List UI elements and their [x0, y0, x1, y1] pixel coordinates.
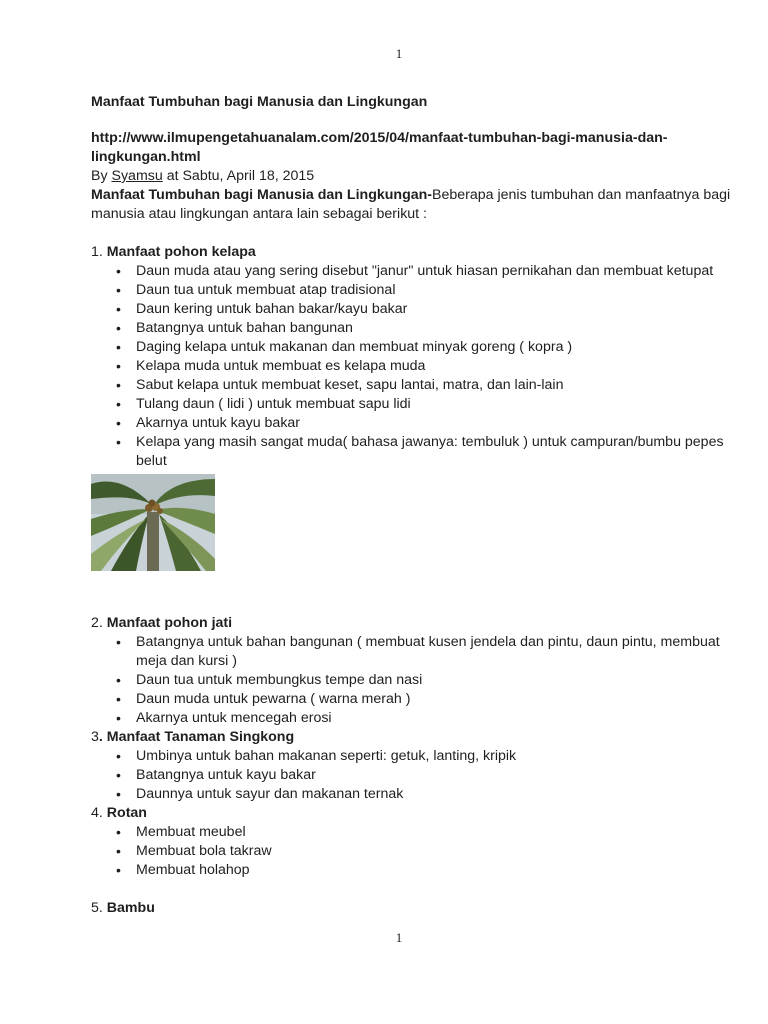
list-singkong: [91, 747, 731, 804]
page-number-footer: 1: [395, 930, 403, 945]
list-item: • Membuat bola takraw: [136, 842, 731, 861]
list-item: • Daun kering untuk bahan bakar/kayu bakar: [136, 300, 731, 319]
byline-prefix: By: [91, 168, 112, 184]
byline-date: at Sabtu, April 18, 2015: [162, 168, 315, 184]
section-number: 5.: [91, 900, 107, 916]
intro-paragraph: [91, 186, 731, 224]
author-link[interactable]: Syamsu: [111, 168, 163, 184]
section-title: Bambu: [106, 900, 155, 916]
list-item: • Daun tua untuk membungkus tempe dan nasi: [136, 671, 731, 690]
list-item: • Batangnya untuk bahan bangunan: [136, 319, 731, 338]
section-title: . Manfaat Tanaman Singkong: [98, 729, 295, 745]
coconut-tree-photo: [91, 474, 215, 571]
section-heading-rotan: [91, 804, 731, 823]
list-item: • Daun muda untuk pewarna ( warna merah ): [136, 690, 731, 709]
list-item: • Kelapa yang masih sangat muda( bahasa jawanya: tembuluk ) untuk campuran/bumbu pepes belut: [136, 433, 731, 471]
byline: [91, 167, 731, 186]
list-item: • Daunnya untuk sayur dan makanan ternak: [136, 785, 731, 804]
intro-bold: Manfaat Tumbuhan bagi Manusia dan Lingkungan-: [91, 187, 433, 203]
intro-text: Beberapa jenis tumbuhan dan manfaatnya bagi manusia atau lingkungan antara lain sebagai berikut :: [91, 187, 731, 222]
list-item: • Membuat holahop: [136, 861, 731, 880]
source-link[interactable]: http://www.ilmupengetahuanalam.com/2015/04/manfaat-tumbuhan-bagi-manusia-dan-lingkungan.html: [91, 130, 668, 165]
list-item: • Tulang daun ( lidi ) untuk membuat sapu lidi: [136, 395, 731, 414]
section-number: 3: [91, 729, 99, 745]
list-item: • Batangnya untuk bahan bangunan ( membuat kusen jendela dan pintu, daun pintu, membuat meja dan kursi ): [136, 633, 731, 671]
section-title: Manfaat pohon jati: [106, 615, 233, 631]
document-title: Manfaat Tumbuhan bagi Manusia dan Lingkungan: [91, 94, 428, 110]
source-url[interactable]: [91, 129, 731, 167]
list-item: • Akarnya untuk kayu bakar: [136, 414, 731, 433]
page-number-header: 1: [395, 46, 403, 61]
section-title: Rotan: [106, 805, 147, 821]
section-number: 1.: [91, 244, 107, 260]
list-item: • Umbinya untuk bahan makanan seperti: getuk, lanting, kripik: [136, 747, 731, 766]
list-item: • Daun tua untuk membuat atap tradisional: [136, 281, 731, 300]
document-body: [91, 93, 731, 918]
section-title: Manfaat pohon kelapa: [106, 244, 256, 260]
list-rotan: [91, 823, 731, 880]
list-item: • Batangnya untuk kayu bakar: [136, 766, 731, 785]
list-item: • Kelapa muda untuk membuat es kelapa muda: [136, 357, 731, 376]
section-number: 4.: [91, 805, 107, 821]
list-item: • Membuat meubel: [136, 823, 731, 842]
section-heading-jati: [91, 614, 731, 633]
list-item: • Daun muda atau yang sering disebut "janur" untuk hiasan pernikahan dan membuat ketupat: [136, 262, 731, 281]
section-heading-singkong: [91, 728, 731, 747]
section-heading-bambu: [91, 899, 731, 918]
list-kelapa: [91, 262, 731, 471]
list-item: • Akarnya untuk mencegah erosi: [136, 709, 731, 728]
section-heading-kelapa: [91, 243, 731, 262]
list-item: • Sabut kelapa untuk membuat keset, sapu lantai, matra, dan lain-lain: [136, 376, 731, 395]
list-item: • Daging kelapa untuk makanan dan membuat minyak goreng ( kopra ): [136, 338, 731, 357]
list-jati: [91, 633, 731, 728]
section-number: 2.: [91, 615, 107, 631]
